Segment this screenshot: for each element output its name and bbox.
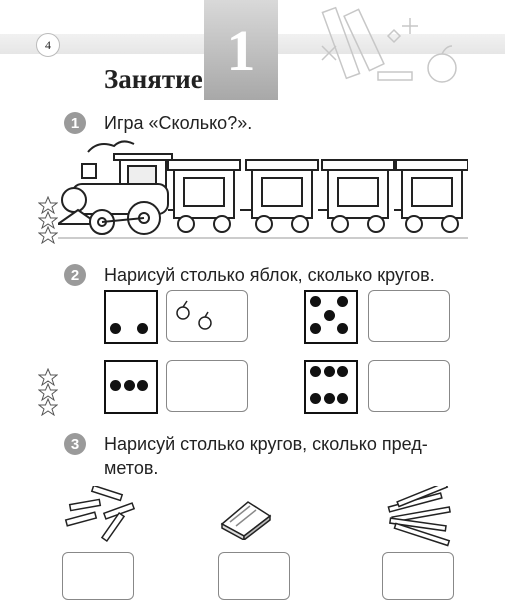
- dice-dot: [324, 310, 335, 321]
- drawn-apple-icon: [167, 291, 247, 341]
- dice-two: [104, 290, 158, 344]
- dice-dot: [124, 380, 135, 391]
- answer-box-pencils[interactable]: [382, 552, 454, 600]
- answer-box-book[interactable]: [218, 552, 290, 600]
- dice-dot: [337, 323, 348, 334]
- dice-dot: [337, 366, 348, 377]
- dice-dot: [337, 393, 348, 404]
- dice-dot: [310, 323, 321, 334]
- task-2-badge: 2: [64, 264, 86, 286]
- answer-box-1[interactable]: [166, 290, 248, 342]
- dice-dot: [310, 296, 321, 307]
- difficulty-stars-icon: [38, 196, 58, 244]
- task-3-text: Нарисуй столько кругов, сколько пред-: [104, 434, 428, 454]
- pencils-icon: [384, 486, 460, 552]
- dice-dot: [110, 380, 121, 391]
- difficulty-stars-icon-2: [38, 368, 58, 416]
- dice-five: [304, 290, 358, 344]
- task-2-text: Нарисуй столько яблок, сколько кругов.: [104, 265, 435, 285]
- book-icon: [218, 498, 274, 540]
- lesson-number: 1: [226, 18, 256, 83]
- task-1-badge: 1: [64, 112, 86, 134]
- answer-box-3[interactable]: [166, 360, 248, 412]
- dice-dot: [324, 393, 335, 404]
- dice-dot: [337, 296, 348, 307]
- train-illustration-icon: [58, 140, 468, 244]
- dice-dot: [324, 366, 335, 377]
- markers-icon: [64, 486, 140, 548]
- school-decor-icon: [282, 0, 505, 100]
- answer-box-4[interactable]: [368, 360, 450, 412]
- task-3-badge: 3: [64, 433, 86, 455]
- page-number: 4: [36, 33, 60, 57]
- dice-dot: [310, 366, 321, 377]
- dice-six: [304, 360, 358, 414]
- task-3-text-cont: метов.: [104, 458, 159, 478]
- lesson-title: Занятие: [104, 64, 203, 94]
- dice-dot: [137, 380, 148, 391]
- dice-dot: [137, 323, 148, 334]
- answer-box-markers[interactable]: [62, 552, 134, 600]
- task-1-text: Игра «Сколько?».: [104, 113, 253, 133]
- dice-three: [104, 360, 158, 414]
- dice-dot: [110, 323, 121, 334]
- answer-box-2[interactable]: [368, 290, 450, 342]
- dice-dot: [310, 393, 321, 404]
